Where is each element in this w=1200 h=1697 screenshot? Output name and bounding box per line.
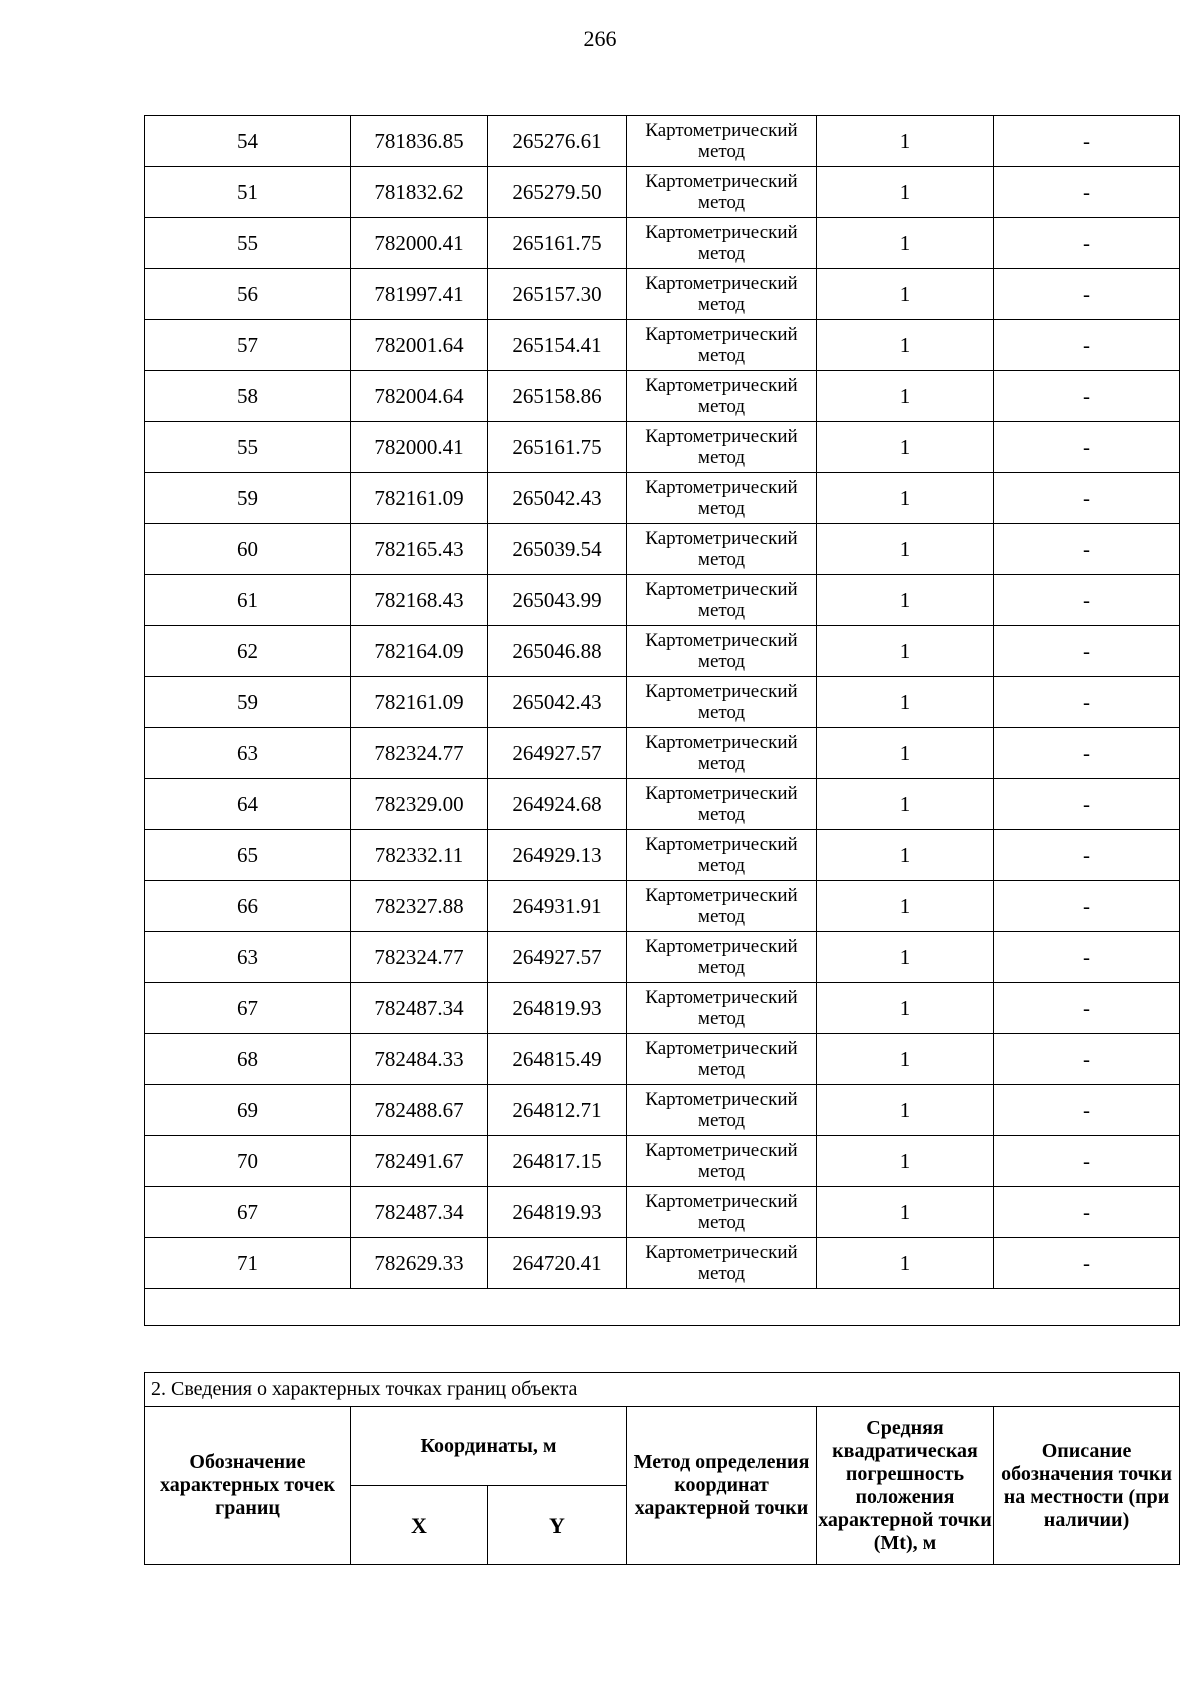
method-cell [627, 116, 817, 167]
method-line-1: Картометрический [645, 375, 798, 396]
y-coordinate-cell: 265279.50 [488, 167, 627, 218]
method-line-2: метод [697, 855, 746, 876]
x-coordinate-cell: 782329.00 [351, 779, 488, 830]
method-line-1: Картометрический [645, 273, 798, 294]
y-coordinate-cell: 264819.93 [488, 983, 627, 1034]
accuracy-cell: 1 [817, 422, 994, 473]
accuracy-cell: 1 [817, 269, 994, 320]
y-coordinate-cell: 265157.30 [488, 269, 627, 320]
point-cell: 69 [145, 1085, 351, 1136]
method-line-2: метод [697, 600, 746, 621]
point-cell: 70 [145, 1136, 351, 1187]
y-coordinate-cell: 265161.75 [488, 218, 627, 269]
accuracy-cell: 1 [817, 932, 994, 983]
table-row [145, 167, 1180, 218]
description-cell: - [994, 473, 1180, 524]
accuracy-cell: 1 [817, 575, 994, 626]
accuracy-cell: 1 [817, 983, 994, 1034]
x-coordinate-cell: 782161.09 [351, 677, 488, 728]
method-line-1: Картометрический [645, 477, 798, 498]
point-cell: 55 [145, 218, 351, 269]
header-y: Y [488, 1486, 627, 1565]
method-line-2: метод [697, 294, 746, 315]
point-cell: 54 [145, 116, 351, 167]
boundary-points-body [145, 116, 1180, 1326]
x-coordinate-cell: 782327.88 [351, 881, 488, 932]
table-row [145, 1238, 1180, 1289]
method-cell [627, 1238, 817, 1289]
point-cell: 60 [145, 524, 351, 575]
table-row [145, 1136, 1180, 1187]
page-number: 266 [583, 26, 617, 51]
description-cell: - [994, 269, 1180, 320]
method-line-1: Картометрический [645, 834, 798, 855]
y-coordinate-cell: 265046.88 [488, 626, 627, 677]
method-line-2: метод [697, 906, 746, 927]
method-line-1: Картометрический [645, 171, 798, 192]
method-line-1: Картометрический [645, 783, 798, 804]
description-cell: - [994, 1034, 1180, 1085]
point-cell: 63 [145, 728, 351, 779]
table-row [145, 1085, 1180, 1136]
table-row [145, 881, 1180, 932]
method-line-1: Картометрический [645, 120, 798, 141]
x-coordinate-cell: 782168.43 [351, 575, 488, 626]
y-coordinate-cell: 264812.71 [488, 1085, 627, 1136]
accuracy-cell: 1 [817, 626, 994, 677]
accuracy-cell: 1 [817, 779, 994, 830]
method-line-1: Картометрический [645, 1038, 798, 1059]
point-cell: 67 [145, 983, 351, 1034]
method-line-2: метод [697, 804, 746, 825]
y-coordinate-cell: 264720.41 [488, 1238, 627, 1289]
x-coordinate-cell: 781836.85 [351, 116, 488, 167]
y-coordinate-cell: 265161.75 [488, 422, 627, 473]
accuracy-cell: 1 [817, 1187, 994, 1238]
accuracy-cell: 1 [817, 1136, 994, 1187]
method-line-2: метод [697, 549, 746, 570]
x-coordinate-cell: 782324.77 [351, 932, 488, 983]
method-cell [627, 881, 817, 932]
method-line-1: Картометрический [645, 1089, 798, 1110]
description-cell: - [994, 371, 1180, 422]
description-cell: - [994, 830, 1180, 881]
section-2-header-table [144, 1372, 1180, 1565]
method-line-1: Картометрический [645, 324, 798, 345]
x-coordinate-cell: 782487.34 [351, 983, 488, 1034]
x-coordinate-cell: 781997.41 [351, 269, 488, 320]
method-line-2: метод [697, 753, 746, 774]
table-row [145, 524, 1180, 575]
accuracy-cell: 1 [817, 830, 994, 881]
description-cell: - [994, 218, 1180, 269]
method-line-1: Картометрический [645, 732, 798, 753]
y-coordinate-cell: 264931.91 [488, 881, 627, 932]
table-row [145, 728, 1180, 779]
accuracy-cell: 1 [817, 371, 994, 422]
description-cell: - [994, 1085, 1180, 1136]
table-row [145, 677, 1180, 728]
method-line-2: метод [697, 1263, 746, 1284]
y-coordinate-cell: 265276.61 [488, 116, 627, 167]
table-row [145, 932, 1180, 983]
method-cell [627, 269, 817, 320]
point-cell: 61 [145, 575, 351, 626]
method-line-1: Картометрический [645, 222, 798, 243]
point-cell: 51 [145, 167, 351, 218]
y-coordinate-cell: 264817.15 [488, 1136, 627, 1187]
table-row [145, 218, 1180, 269]
method-line-2: метод [697, 1212, 746, 1233]
method-line-2: метод [697, 396, 746, 417]
header-point-designation: Обозначение характерных точек границ [145, 1407, 351, 1565]
description-cell: - [994, 1187, 1180, 1238]
table-row [145, 830, 1180, 881]
method-cell [627, 1085, 817, 1136]
description-cell: - [994, 524, 1180, 575]
table-row [145, 626, 1180, 677]
x-coordinate-cell: 782161.09 [351, 473, 488, 524]
method-line-2: метод [697, 192, 746, 213]
x-coordinate-cell: 782488.67 [351, 1085, 488, 1136]
description-cell: - [994, 983, 1180, 1034]
method-line-2: метод [697, 1110, 746, 1131]
point-cell: 68 [145, 1034, 351, 1085]
method-cell [627, 422, 817, 473]
description-cell: - [994, 932, 1180, 983]
method-cell [627, 932, 817, 983]
point-cell: 58 [145, 371, 351, 422]
description-cell: - [994, 728, 1180, 779]
point-cell: 63 [145, 932, 351, 983]
y-coordinate-cell: 264927.57 [488, 728, 627, 779]
x-coordinate-cell: 782629.33 [351, 1238, 488, 1289]
accuracy-cell: 1 [817, 1034, 994, 1085]
header-coordinates: Координаты, м [351, 1407, 627, 1486]
table-row [145, 575, 1180, 626]
method-line-1: Картометрический [645, 630, 798, 651]
method-line-1: Картометрический [645, 681, 798, 702]
point-cell: 59 [145, 473, 351, 524]
x-coordinate-cell: 782164.09 [351, 626, 488, 677]
method-line-2: метод [697, 957, 746, 978]
accuracy-cell: 1 [817, 116, 994, 167]
y-coordinate-cell: 264819.93 [488, 1187, 627, 1238]
empty-row [145, 1289, 1180, 1326]
description-cell: - [994, 1238, 1180, 1289]
description-cell: - [994, 320, 1180, 371]
point-cell: 66 [145, 881, 351, 932]
y-coordinate-cell: 265042.43 [488, 677, 627, 728]
method-cell [627, 1187, 817, 1238]
header-description: Описание обозначения точки на местности (при наличии) [994, 1407, 1180, 1565]
accuracy-cell: 1 [817, 167, 994, 218]
method-line-1: Картометрический [645, 1140, 798, 1161]
description-cell: - [994, 575, 1180, 626]
method-cell [627, 779, 817, 830]
method-line-2: метод [697, 651, 746, 672]
table-row [145, 269, 1180, 320]
boundary-points-table [144, 115, 1180, 1326]
point-cell: 59 [145, 677, 351, 728]
accuracy-cell: 1 [817, 320, 994, 371]
method-line-1: Картометрический [645, 528, 798, 549]
description-cell: - [994, 422, 1180, 473]
table-row [145, 116, 1180, 167]
method-cell [627, 320, 817, 371]
x-coordinate-cell: 782332.11 [351, 830, 488, 881]
header-method: Метод определения координат характерной точки [627, 1407, 817, 1565]
accuracy-cell: 1 [817, 1238, 994, 1289]
point-cell: 56 [145, 269, 351, 320]
table-row [145, 1187, 1180, 1238]
method-line-1: Картометрический [645, 426, 798, 447]
method-line-2: метод [697, 1008, 746, 1029]
method-cell [627, 218, 817, 269]
x-coordinate-cell: 782487.34 [351, 1187, 488, 1238]
table-row [145, 1034, 1180, 1085]
method-line-2: метод [697, 141, 746, 162]
method-cell [627, 626, 817, 677]
y-coordinate-cell: 264924.68 [488, 779, 627, 830]
accuracy-cell: 1 [817, 728, 994, 779]
y-coordinate-cell: 265154.41 [488, 320, 627, 371]
method-cell [627, 371, 817, 422]
method-cell [627, 473, 817, 524]
method-cell [627, 830, 817, 881]
method-line-1: Картометрический [645, 885, 798, 906]
method-line-1: Картометрический [645, 1242, 798, 1263]
description-cell: - [994, 881, 1180, 932]
table-row [145, 473, 1180, 524]
table-row [145, 371, 1180, 422]
table-row [145, 779, 1180, 830]
accuracy-cell: 1 [817, 881, 994, 932]
method-cell [627, 728, 817, 779]
method-cell [627, 575, 817, 626]
point-cell: 64 [145, 779, 351, 830]
accuracy-cell: 1 [817, 1085, 994, 1136]
table-row [145, 983, 1180, 1034]
point-cell: 62 [145, 626, 351, 677]
method-line-2: метод [697, 1161, 746, 1182]
y-coordinate-cell: 265043.99 [488, 575, 627, 626]
method-cell [627, 1034, 817, 1085]
x-coordinate-cell: 781832.62 [351, 167, 488, 218]
method-line-2: метод [697, 1059, 746, 1080]
method-cell [627, 524, 817, 575]
method-cell [627, 983, 817, 1034]
point-cell: 55 [145, 422, 351, 473]
accuracy-cell: 1 [817, 218, 994, 269]
method-line-1: Картометрический [645, 936, 798, 957]
y-coordinate-cell: 265042.43 [488, 473, 627, 524]
section-title: 2. Сведения о характерных точках границ объекта [145, 1373, 1180, 1407]
y-coordinate-cell: 265158.86 [488, 371, 627, 422]
x-coordinate-cell: 782001.64 [351, 320, 488, 371]
header-accuracy: Средняя квадратическая погрешность положения характерной точки (Mt), м [817, 1407, 994, 1565]
point-cell: 57 [145, 320, 351, 371]
point-cell: 65 [145, 830, 351, 881]
x-coordinate-cell: 782000.41 [351, 218, 488, 269]
method-line-2: метод [697, 498, 746, 519]
x-coordinate-cell: 782491.67 [351, 1136, 488, 1187]
header-x: X [351, 1486, 488, 1565]
point-cell: 71 [145, 1238, 351, 1289]
x-coordinate-cell: 782000.41 [351, 422, 488, 473]
y-coordinate-cell: 265039.54 [488, 524, 627, 575]
point-cell: 67 [145, 1187, 351, 1238]
y-coordinate-cell: 264927.57 [488, 932, 627, 983]
accuracy-cell: 1 [817, 524, 994, 575]
method-line-1: Картометрический [645, 987, 798, 1008]
table-row [145, 320, 1180, 371]
method-cell [627, 1136, 817, 1187]
description-cell: - [994, 626, 1180, 677]
method-line-1: Картометрический [645, 579, 798, 600]
x-coordinate-cell: 782165.43 [351, 524, 488, 575]
method-cell [627, 167, 817, 218]
y-coordinate-cell: 264815.49 [488, 1034, 627, 1085]
method-line-2: метод [697, 702, 746, 723]
x-coordinate-cell: 782324.77 [351, 728, 488, 779]
description-cell: - [994, 167, 1180, 218]
description-cell: - [994, 677, 1180, 728]
method-line-1: Картометрический [645, 1191, 798, 1212]
empty-cell [145, 1289, 1180, 1326]
method-line-2: метод [697, 447, 746, 468]
method-cell [627, 677, 817, 728]
description-cell: - [994, 779, 1180, 830]
accuracy-cell: 1 [817, 473, 994, 524]
table-row [145, 422, 1180, 473]
x-coordinate-cell: 782484.33 [351, 1034, 488, 1085]
y-coordinate-cell: 264929.13 [488, 830, 627, 881]
accuracy-cell: 1 [817, 677, 994, 728]
x-coordinate-cell: 782004.64 [351, 371, 488, 422]
method-line-2: метод [697, 345, 746, 366]
description-cell: - [994, 116, 1180, 167]
description-cell: - [994, 1136, 1180, 1187]
method-line-2: метод [697, 243, 746, 264]
